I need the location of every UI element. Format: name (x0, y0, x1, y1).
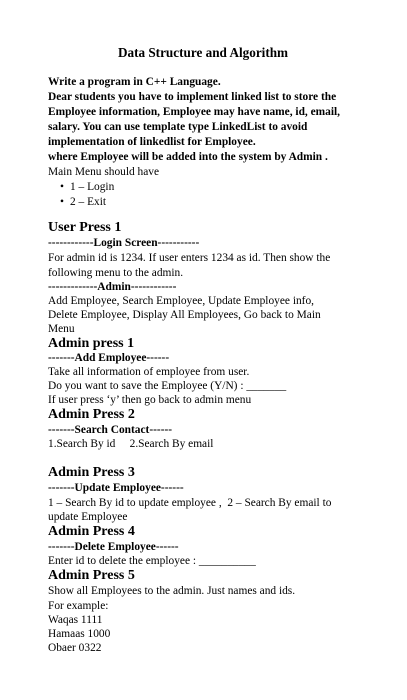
section-heading: Admin Press 5 (48, 568, 135, 583)
bullet-dot-icon: • (60, 181, 64, 193)
body-line: For admin id is 1234. If user enters 1234 as id. Then show the (48, 252, 331, 264)
body-line: Enter id to delete the employee : __________ (48, 555, 256, 567)
intro-line-3: Employee information, Employee may have name, id, email, (48, 106, 341, 118)
body-line: If user press ‘y’ then go back to admin menu (48, 394, 252, 406)
intro-line-4: salary. You can use template type LinkedList to avoid (48, 121, 308, 133)
section-label: -------Add Employee------ (48, 352, 170, 364)
intro-line-2: Dear students you have to implement linked list to store the (48, 91, 337, 103)
intro-line-6: where Employee will be added into the system by Admin . (48, 151, 328, 163)
section-label: -------Delete Employee------ (48, 541, 179, 553)
body-line: Take all information of employee from user. (48, 366, 250, 378)
login-screen-label: ------------Login Screen----------- (48, 237, 200, 249)
intro-line-1: Write a program in C++ Language. (48, 76, 221, 88)
admin-label: -------------Admin------------ (48, 281, 177, 293)
section-heading: User Press 1 (48, 220, 122, 235)
body-line: Do you want to save the Employee (Y/N) : _______ (48, 380, 287, 392)
document-title: Data Structure and Algorithm (117, 45, 289, 60)
bullet-item: • 2 – Exit (60, 196, 107, 208)
body-line: Menu (48, 323, 75, 335)
section-heading: Admin press 1 (48, 336, 135, 351)
body-line: 1.Search By id 2.Search By email (48, 438, 214, 450)
list-item: Hamaas 1000 (48, 628, 111, 640)
body-line: 1 – Search By id to update employee , 2 – Search By email to (48, 497, 332, 509)
section-heading: Admin Press 2 (48, 407, 135, 422)
list-item: Waqas 1111 (48, 614, 103, 626)
body-line: Add Employee, Search Employee, Update Employee info, (48, 295, 315, 307)
section-heading: Admin Press 3 (48, 465, 135, 480)
section-label: -------Update Employee------ (48, 482, 184, 494)
bullet-dot-icon: • (60, 196, 64, 208)
body-line: update Employee (48, 511, 128, 523)
body-line: Show all Employees to the admin. Just names and ids. (48, 585, 296, 597)
bullet-item: • 1 – Login (60, 181, 115, 193)
main-menu-text: Main Menu should have (48, 166, 160, 178)
section-heading: Admin Press 4 (48, 524, 135, 539)
intro-line-5: implementation of linkedlist for Employee. (48, 136, 256, 148)
body-line: Delete Employee, Display All Employees, Go back to Main (48, 309, 321, 321)
body-line: following menu to the admin. (48, 267, 184, 279)
body-line: For example: (48, 600, 109, 612)
list-item: Obaer 0322 (48, 642, 102, 654)
section-label: -------Search Contact------ (48, 424, 173, 436)
